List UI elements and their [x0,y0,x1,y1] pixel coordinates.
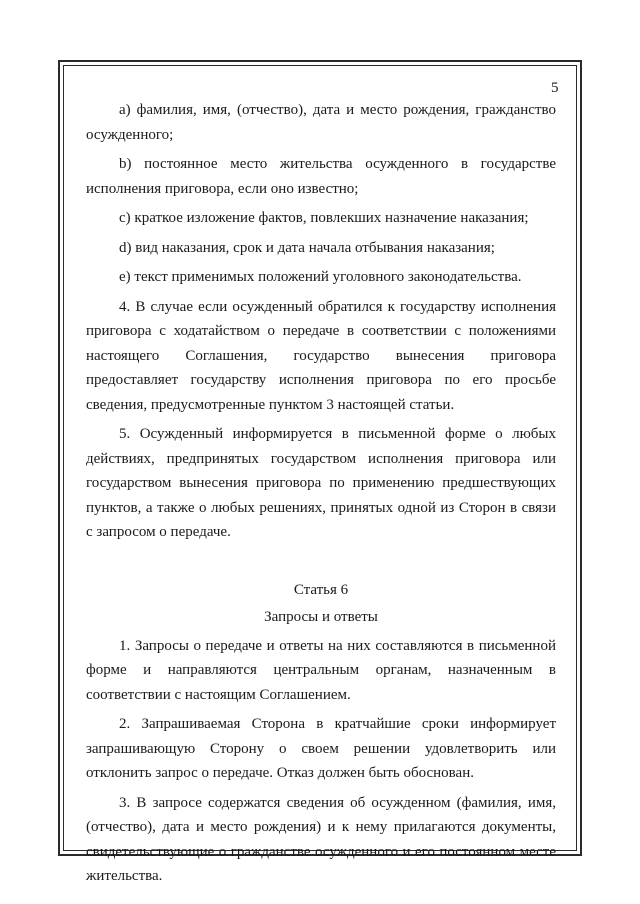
article-paragraph-3: 3. В запросе содержатся сведения об осужденном (фамилия, имя, (отчество), дата и место рождения) и к нему прилагаются документы, свидетельствующие о гражданстве осужденного и его постоянном месте жительства. [86,794,556,884]
list-item-c: c) краткое изложение фактов, повлекших назначение наказания; [119,210,529,226]
article-paragraph-1: 1. Запросы о передаче и ответы на них составляются в письменной форме и направляются центральным органам, назначенным в соответствии с настоящим Соглашением. [86,637,556,703]
article-subtitle: Запросы и ответы [264,609,378,625]
paragraph-4: 4. В случае если осужденный обратился к государству исполнения приговора с ходатайством о передаче в соответствии с положениями настоящего Соглашения, государство вынесения приговора предоставляет государству исполнения приговора по его просьбе сведения, предусмотренные пунктом 3 настоящей статьи. [86,298,556,413]
paragraph-5: 5. Осужденный информируется в письменной форме о любых действиях, предпринятых государством исполнения приговора или государством вынесения приговора по применению предшествующих пунктов, а также о любых решениях, принятых одной из Сторон в связи с запросом о передаче. [86,426,556,540]
article-paragraph-2: 2. Запрашиваемая Сторона в кратчайшие сроки информирует запрашивающую Сторону о своем решении удовлетворить или отклонить запрос о передаче. Отказ должен быть обоснован. [86,716,556,781]
list-item-d: d) вид наказания, срок и дата начала отбывания наказания; [119,239,495,256]
article-title: Статья 6 [293,581,349,598]
article-heading [86,578,556,630]
list-item-a: a) фамилия, имя, (отчество), дата и место рождения, гражданство осужденного; [86,102,556,143]
list-item-b: b) постоянное место жительства осужденного в государстве исполнения приговора, если оно известно; [86,156,556,197]
list-item-e: e) текст применимых положений уголовного законодательства. [119,269,522,285]
document-body [86,98,556,889]
page-number: 5 [551,80,559,96]
